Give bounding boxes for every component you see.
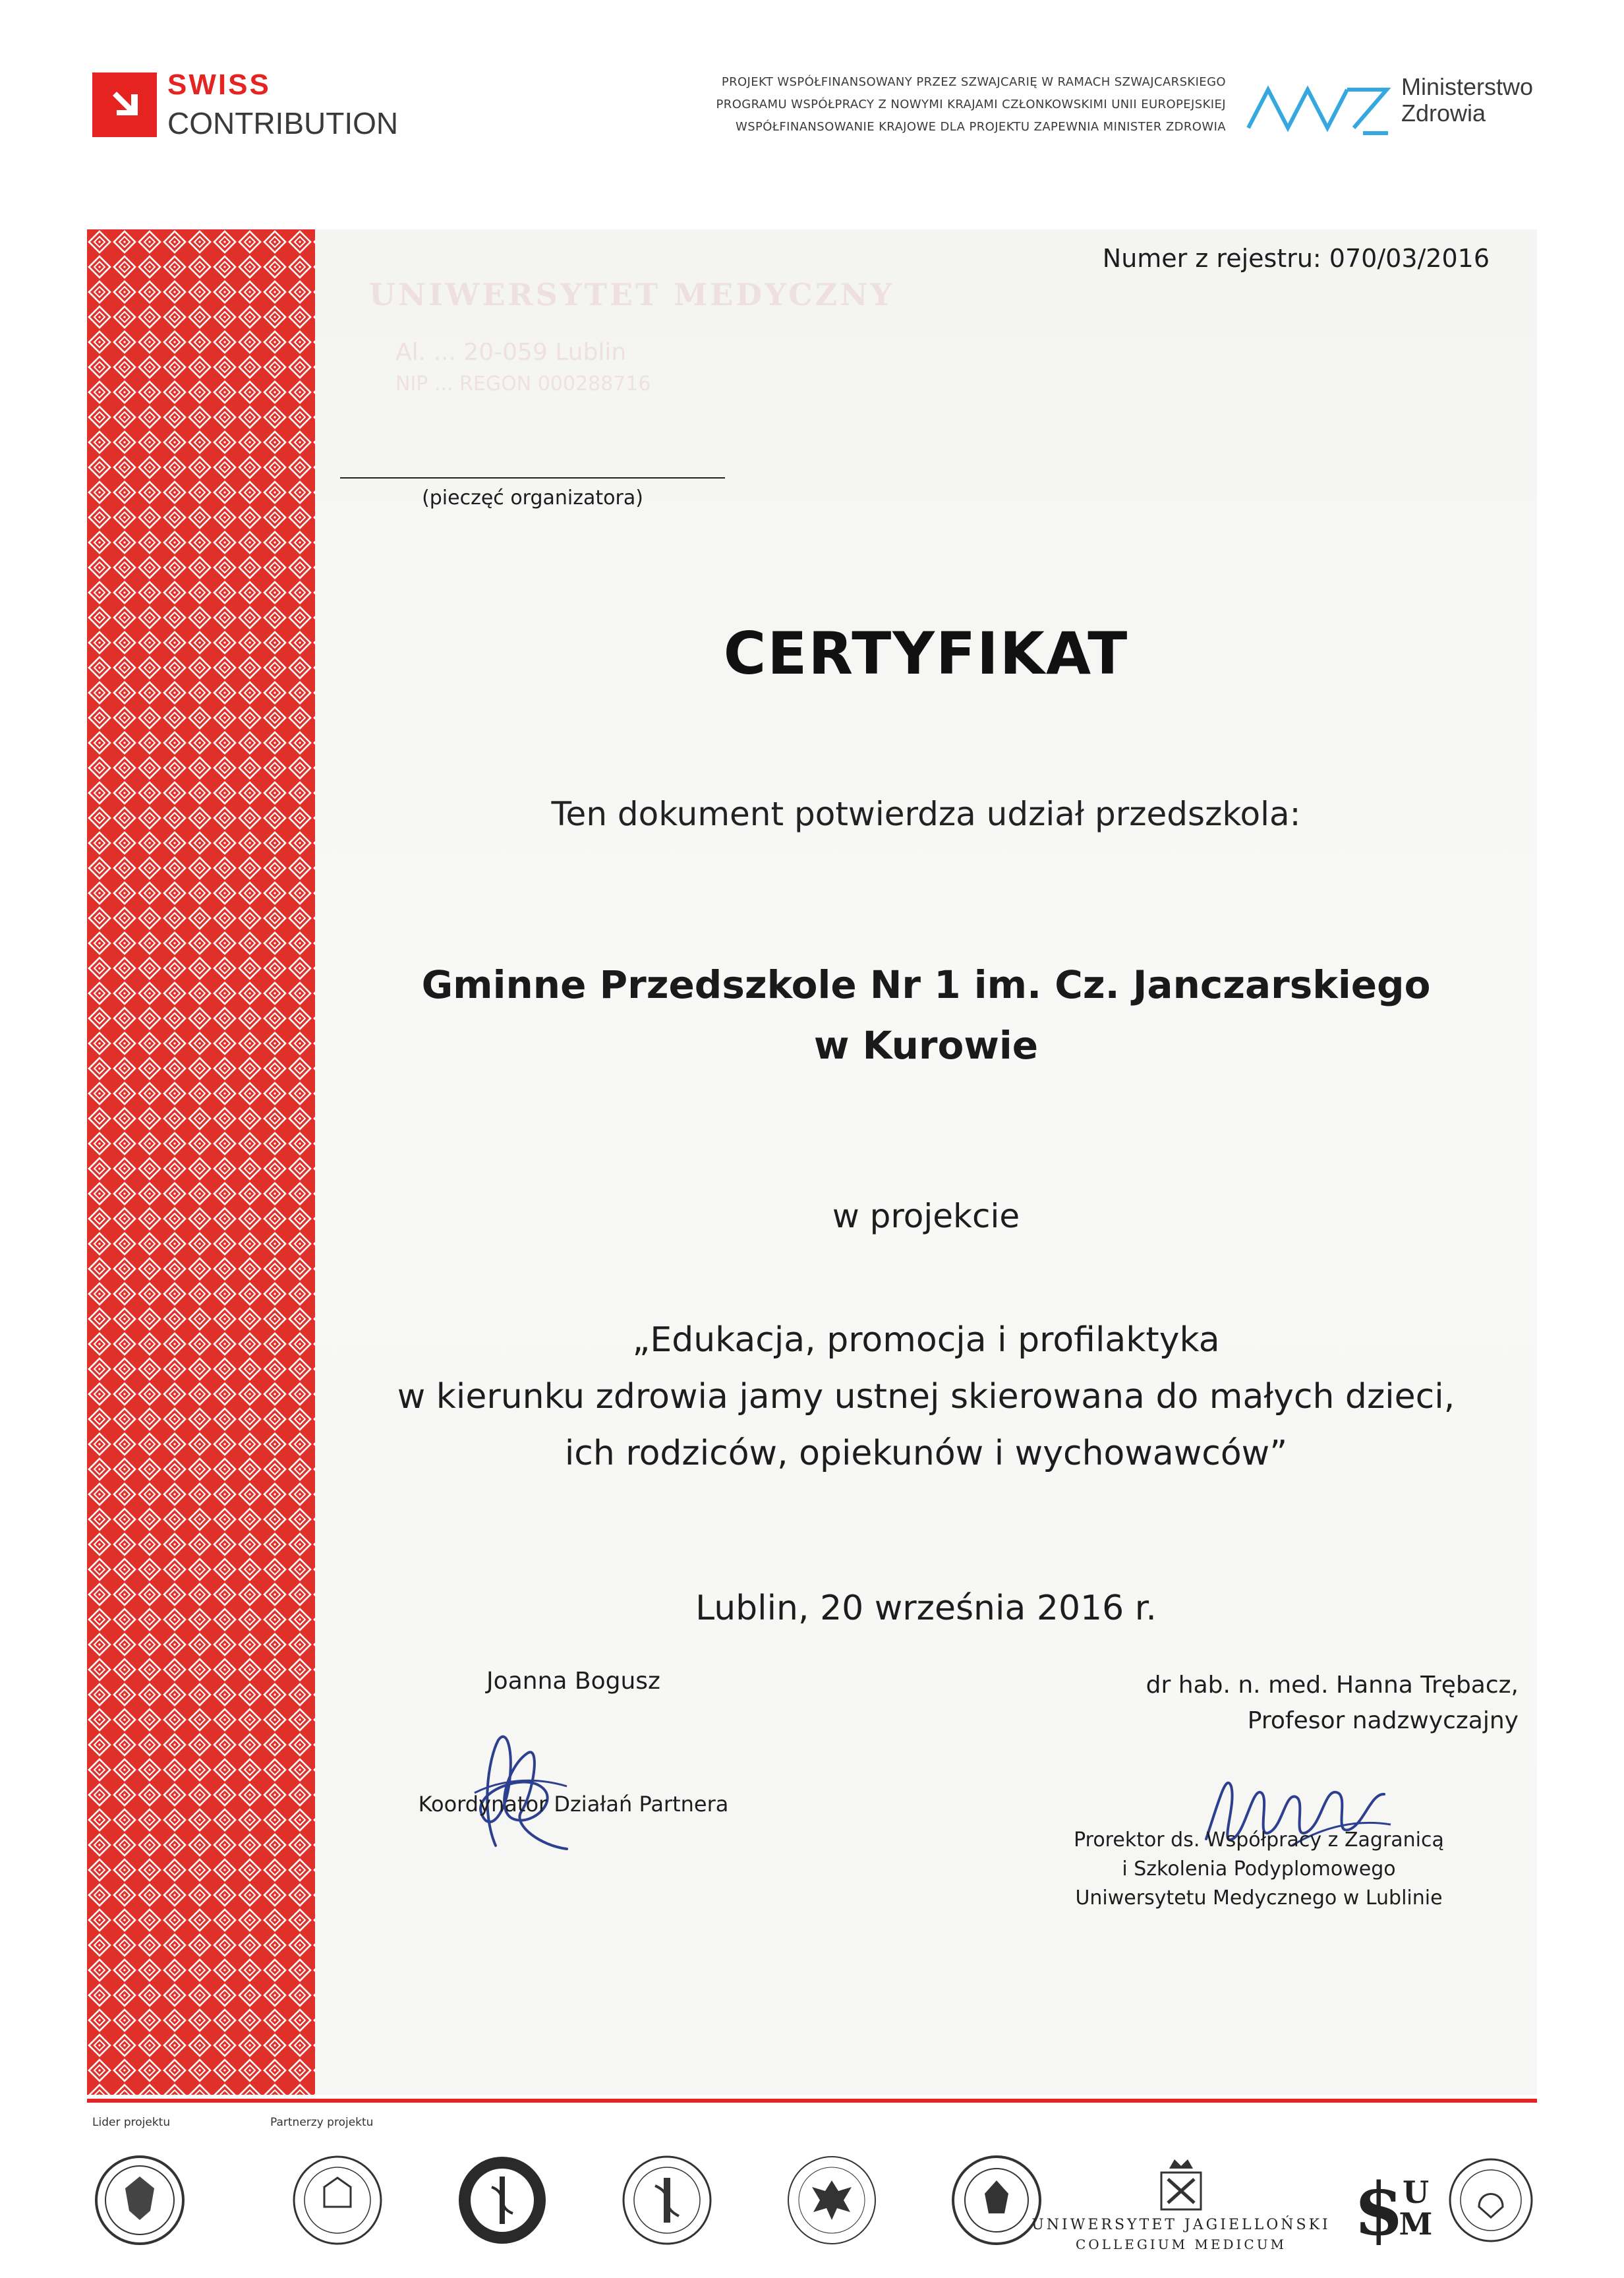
project-name bbox=[315, 1312, 1537, 1482]
right-signatory-name-line1: dr hab. n. med. Hanna Trębacz, bbox=[1146, 1672, 1519, 1699]
stamp-line1: UNIWERSYTET MEDYCZNY bbox=[369, 277, 895, 312]
in-project-label: w projekcie bbox=[832, 1197, 1020, 1235]
left-handwritten-signature bbox=[435, 1714, 606, 1865]
right-signatory-role bbox=[1015, 1826, 1503, 1913]
decorative-diamond-border bbox=[87, 229, 315, 2095]
project-leader-label: Lider projektu bbox=[92, 2116, 171, 2129]
uj-name-line2: COLLEGIUM MEDICUM bbox=[1075, 2236, 1287, 2252]
right-signatory-name bbox=[972, 1668, 1519, 1739]
stamp-line2: Al. ... 20-059 Lublin bbox=[395, 339, 627, 366]
ministry-of-health-logo-icon bbox=[1246, 78, 1392, 137]
pum-university-seal-icon bbox=[294, 2157, 381, 2244]
project-funding-info bbox=[646, 71, 1226, 138]
project-name-line3: ich rodziców, opiekunów i wychowawców” bbox=[564, 1434, 1288, 1473]
sum-logo-u: U bbox=[1402, 2175, 1430, 2210]
left-signatory-role: Koordynator Działań Partnera bbox=[418, 1792, 729, 1817]
stamp-line3: NIP ... REGON 000288716 bbox=[395, 372, 651, 395]
right-signatory-name-line2: Profesor nadzwyczajny bbox=[1247, 1707, 1519, 1734]
organizer-stamp bbox=[369, 277, 895, 395]
school-name-line2: w Kurowie bbox=[813, 1023, 1039, 1068]
swiss-logo-subtitle: CONTRIBUTION bbox=[167, 106, 399, 140]
project-name-line1: „Edukacja, promocja i profilaktyka bbox=[632, 1320, 1220, 1360]
ministry-name-line1: Ministerstwo bbox=[1401, 73, 1534, 100]
right-role-line3: Uniwersytetu Medycznego w Lublinie bbox=[1075, 1886, 1443, 1910]
project-info-line: PROJEKT WSPÓŁFINANSOWANY PRZEZ SZWAJCARIĘ W RAMACH SZWAJCARSKIEGO bbox=[721, 75, 1226, 89]
sum-logo-m: M bbox=[1399, 2206, 1433, 2242]
gdansk-university-seal-icon bbox=[459, 2157, 546, 2244]
partner-logos bbox=[87, 2142, 1537, 2261]
swiss-contribution-logo-mark bbox=[92, 73, 157, 137]
right-role-line1: Prorektor ds. Współpracy z Zagranicą bbox=[1074, 1828, 1444, 1852]
certificate-intro: Ten dokument potwierdza udział przedszkola: bbox=[551, 795, 1301, 833]
right-role-line2: i Szkolenia Podyplomowego bbox=[1122, 1857, 1396, 1881]
certificate-title: CERTYFIKAT bbox=[723, 620, 1129, 687]
footer-red-rule bbox=[87, 2099, 1537, 2103]
ministry-name-line2: Zdrowia bbox=[1401, 100, 1486, 127]
swiss-logo-title: SWISS bbox=[167, 69, 271, 101]
seal-signature-line bbox=[340, 477, 725, 479]
project-info-line: WSPÓŁFINANSOWANIE KRAJOWE DLA PROJEKTU ZAPEWNIA MINISTER ZDROWIA bbox=[736, 120, 1226, 134]
left-signatory-name: Joanna Bogusz bbox=[486, 1668, 660, 1695]
opole-medical-school-seal-icon bbox=[1450, 2159, 1532, 2241]
uj-name-line1: UNIWERSYTET JAGIELLOŃSKI bbox=[1031, 2217, 1331, 2233]
project-name-line2: w kierunku zdrowia jamy ustnej skierowana do małych dzieci, bbox=[397, 1377, 1455, 1416]
registry-number: Numer z rejestru: 070/03/2016 bbox=[1102, 244, 1490, 273]
bialystok-university-seal-icon bbox=[624, 2157, 710, 2244]
ministry-of-health-name bbox=[1401, 74, 1533, 127]
school-name bbox=[315, 954, 1537, 1076]
lublin-medical-university-seal-icon bbox=[953, 2157, 1040, 2244]
school-name-line1: Gminne Przedszkole Nr 1 im. Cz. Janczarskiego bbox=[421, 962, 1431, 1007]
lider-university-seal-icon bbox=[96, 2157, 183, 2244]
issue-date: Lublin, 20 września 2016 r. bbox=[695, 1589, 1157, 1628]
swiss-logo-arrow-icon bbox=[92, 73, 157, 137]
sum-logo-mark: $ bbox=[1353, 2167, 1405, 2252]
project-partners-label: Partnerzy projektu bbox=[270, 2116, 374, 2129]
warsaw-university-seal-icon bbox=[788, 2157, 875, 2244]
project-info-line: PROGRAMU WSPÓŁPRACY Z NOWYMI KRAJAMI CZŁONKOWSKIMI UNII EUROPEJSKIEJ bbox=[716, 98, 1226, 111]
jagiellonian-university-logo-icon bbox=[1161, 2159, 1201, 2209]
seal-caption: (pieczęć organizatora) bbox=[422, 486, 643, 510]
